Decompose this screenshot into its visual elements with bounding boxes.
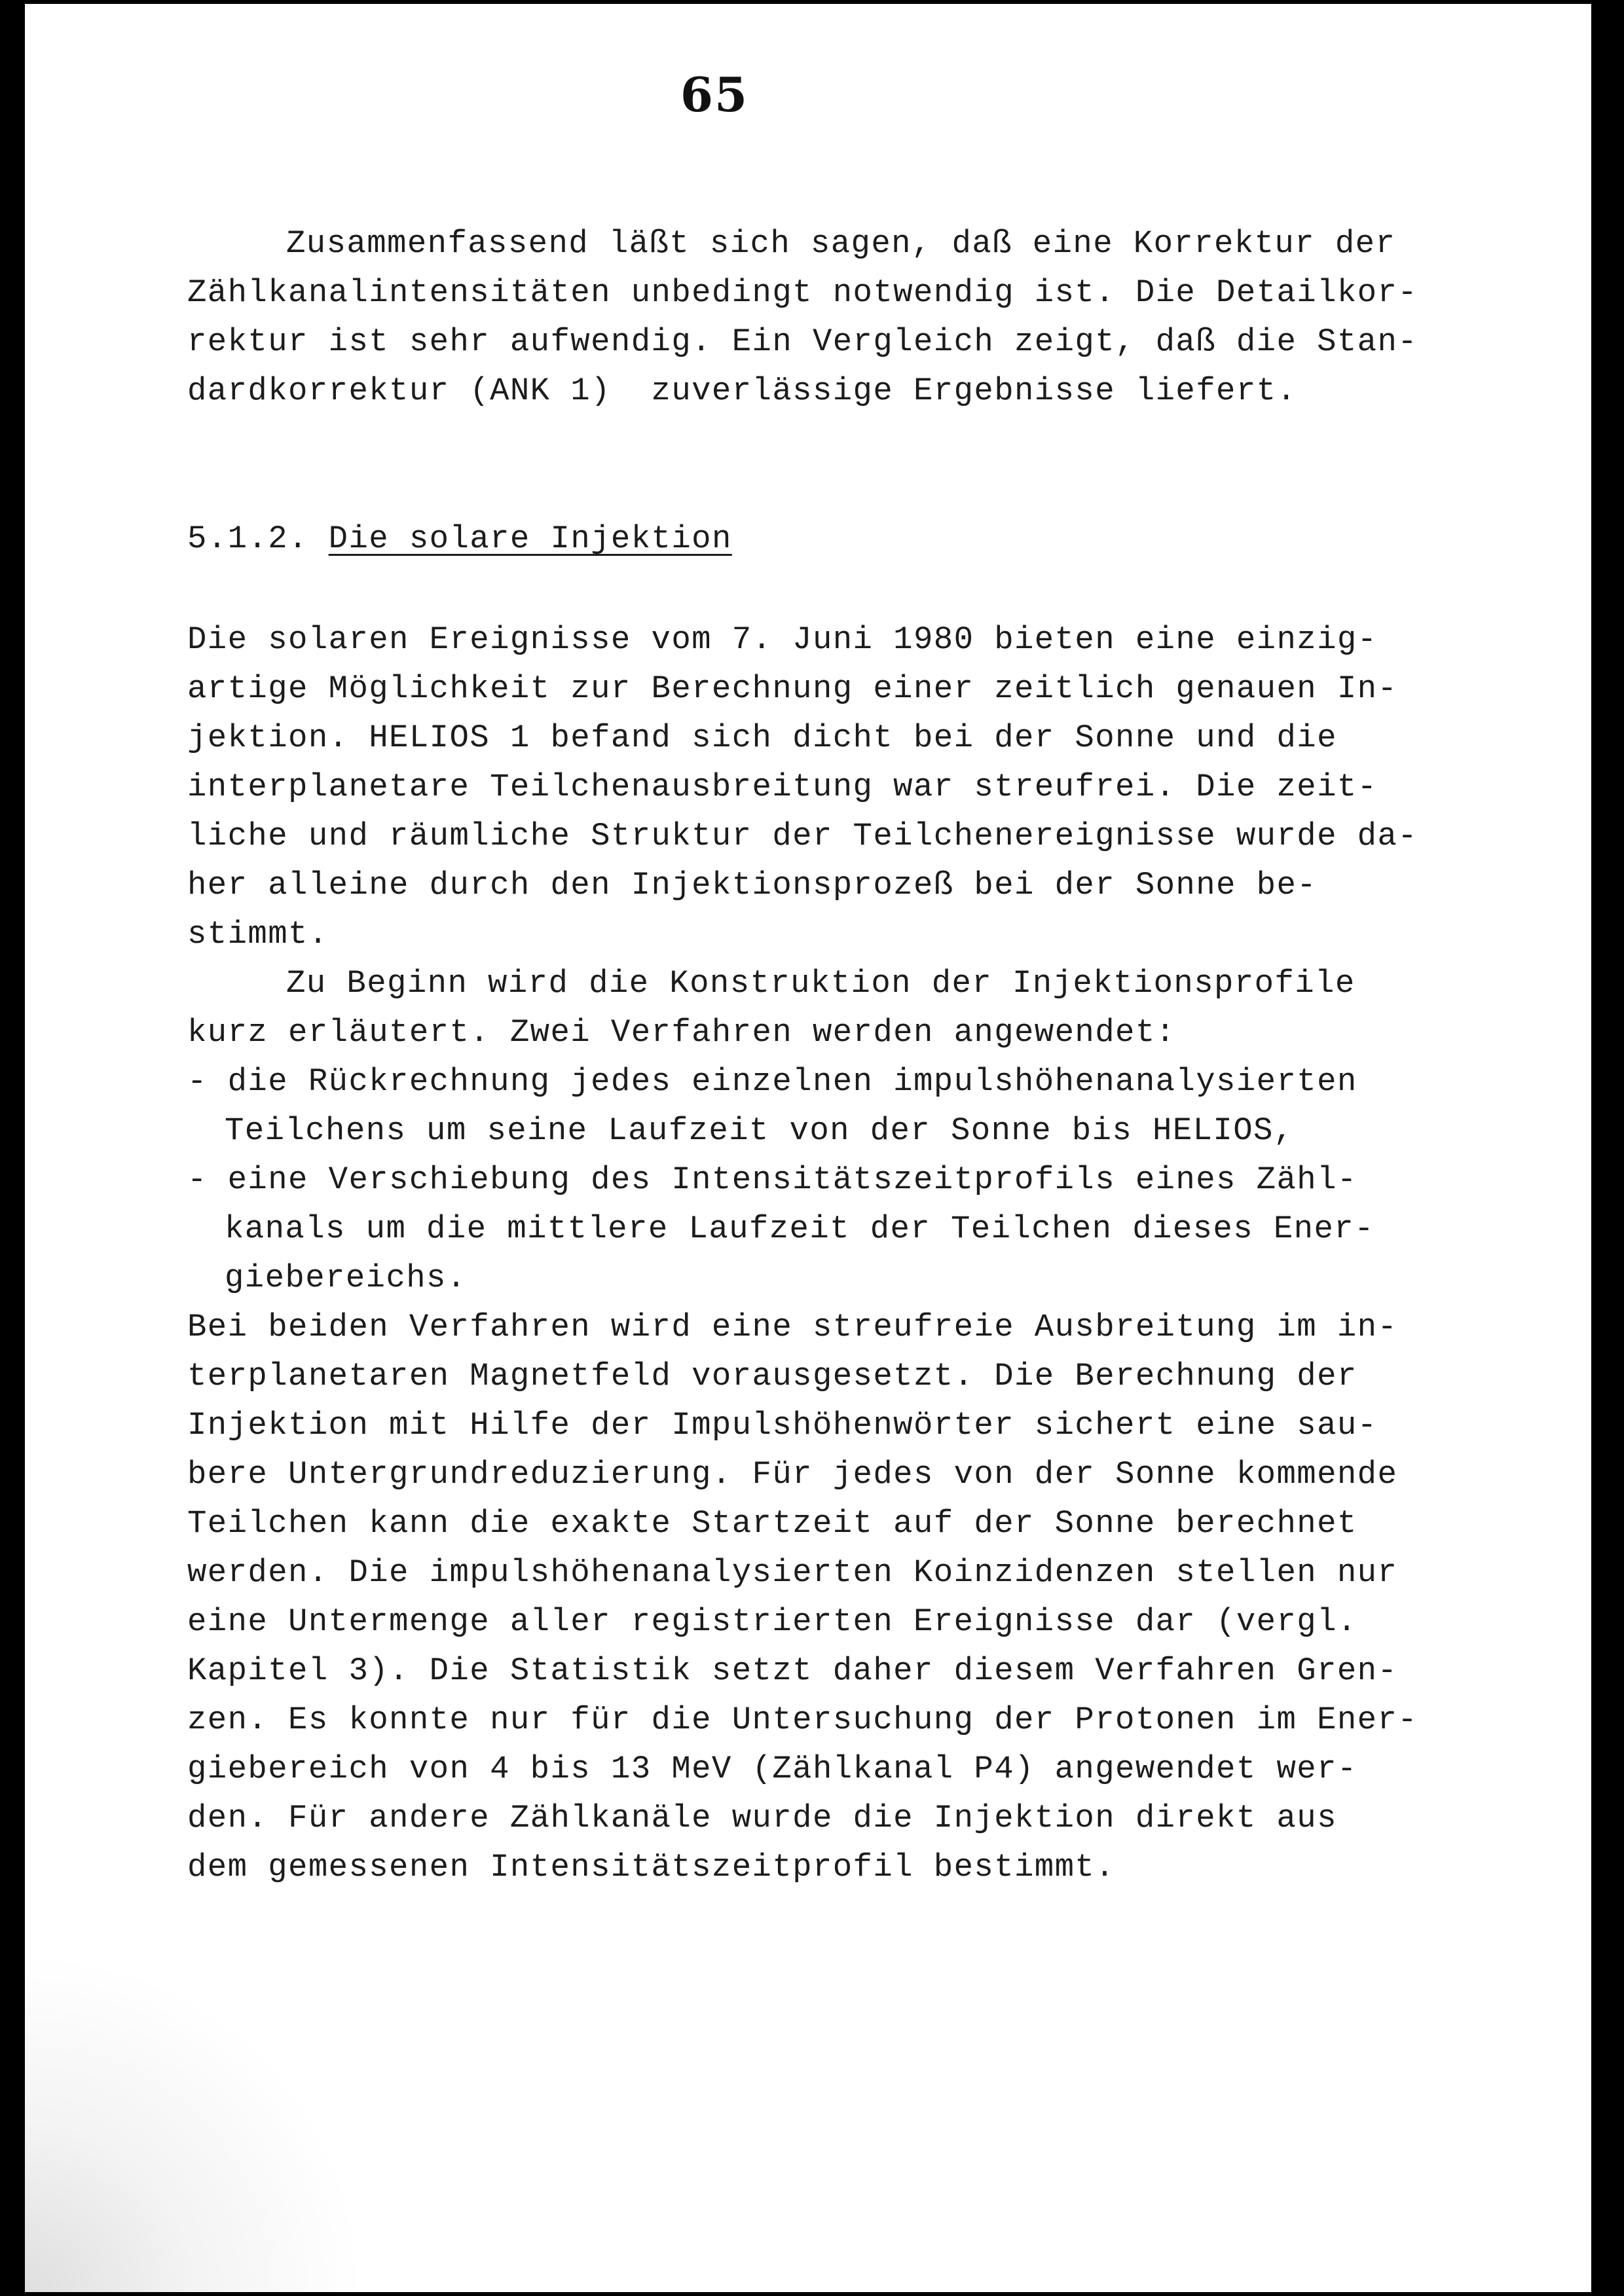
paragraph-line: stimmt. <box>187 916 329 953</box>
summary-line: rektur ist sehr aufwendig. Ein Vergleich zeigt, daß die Stan- <box>187 323 1418 360</box>
section-title: Die solare Injektion <box>328 520 732 557</box>
page-number: 65 <box>680 67 749 122</box>
paragraph-line: zen. Es konnte nur für die Untersuchung der Protonen im Ener- <box>187 1702 1418 1738</box>
paragraph-line: Die solaren Ereignisse vom 7. Juni 1980 bieten eine einzig- <box>187 621 1378 658</box>
paragraph-line: giebereich von 4 bis 13 MeV (Zählkanal P4) angewendet wer- <box>187 1751 1357 1787</box>
paragraph-line: Kapitel 3). Die Statistik setzt daher diesem Verfahren Gren- <box>187 1652 1398 1689</box>
paragraph-line: Zu Beginn wird die Konstruktion der Injektionsprofile <box>286 965 1356 1002</box>
scan-shadow <box>25 1952 365 2292</box>
paragraph-line: her alleine durch den Injektionsprozeß bei der Sonne be- <box>187 867 1318 903</box>
paragraph-line: werden. Die impulshöhenanalysierten Koinzidenzen stellen nur <box>187 1554 1398 1591</box>
summary-line: dardkorrektur (ANK 1) zuverlässige Ergebnisse liefert. <box>187 373 1297 409</box>
paragraph-line: interplanetare Teilchenausbreitung war streufrei. Die zeit- <box>187 769 1378 805</box>
paragraph-line: Bei beiden Verfahren wird eine streufreie Ausbreitung im in- <box>187 1309 1398 1345</box>
list-item-continuation: Teilchens um seine Laufzeit von der Sonne bis HELIOS, <box>225 1112 1294 1149</box>
summary-line: Zusammenfassend läßt sich sagen, daß eine Korrektur der <box>286 225 1396 262</box>
paragraph-line: eine Untermenge aller registrierten Ereignisse dar (vergl. <box>187 1603 1357 1640</box>
summary-line: Zählkanalintensitäten unbedingt notwendig ist. Die Detailkor- <box>187 274 1418 311</box>
paragraph-line: liche und räumliche Struktur der Teilchenereignisse wurde da- <box>187 818 1418 854</box>
list-item: - die Rückrechnung jedes einzelnen impulshöhenanalysierten <box>187 1063 1357 1100</box>
section-number: 5.1.2. <box>187 520 308 557</box>
list-item-continuation: kanals um die mittlere Laufzeit der Teilchen dieses Ener- <box>225 1211 1375 1247</box>
paragraph-line: artige Möglichkeit zur Berechnung einer zeitlich genauen In- <box>187 670 1398 707</box>
paragraph-line: kurz erläutert. Zwei Verfahren werden angewendet: <box>187 1014 1176 1051</box>
paragraph-line: Teilchen kann die exakte Startzeit auf der Sonne berechnet <box>187 1505 1357 1542</box>
list-item: - eine Verschiebung des Intensitätszeitprofils eines Zähl- <box>187 1161 1357 1198</box>
paragraph-line: Injektion mit Hilfe der Impulshöhenwörter sichert eine sau- <box>187 1407 1378 1444</box>
paragraph-line: dem gemessenen Intensitätszeitprofil bestimmt. <box>187 1849 1116 1886</box>
paragraph-line: den. Für andere Zählkanäle wurde die Injektion direkt aus <box>187 1800 1337 1836</box>
section-heading <box>187 519 732 558</box>
list-item-continuation: giebereichs. <box>225 1260 467 1296</box>
paragraph-line: terplanetaren Magnetfeld vorausgesetzt. Die Berechnung der <box>187 1358 1357 1394</box>
paragraph-line: jektion. HELIOS 1 befand sich dicht bei der Sonne und die <box>187 720 1337 756</box>
paragraph-line: bere Untergrundreduzierung. Für jedes von der Sonne kommende <box>187 1456 1398 1493</box>
